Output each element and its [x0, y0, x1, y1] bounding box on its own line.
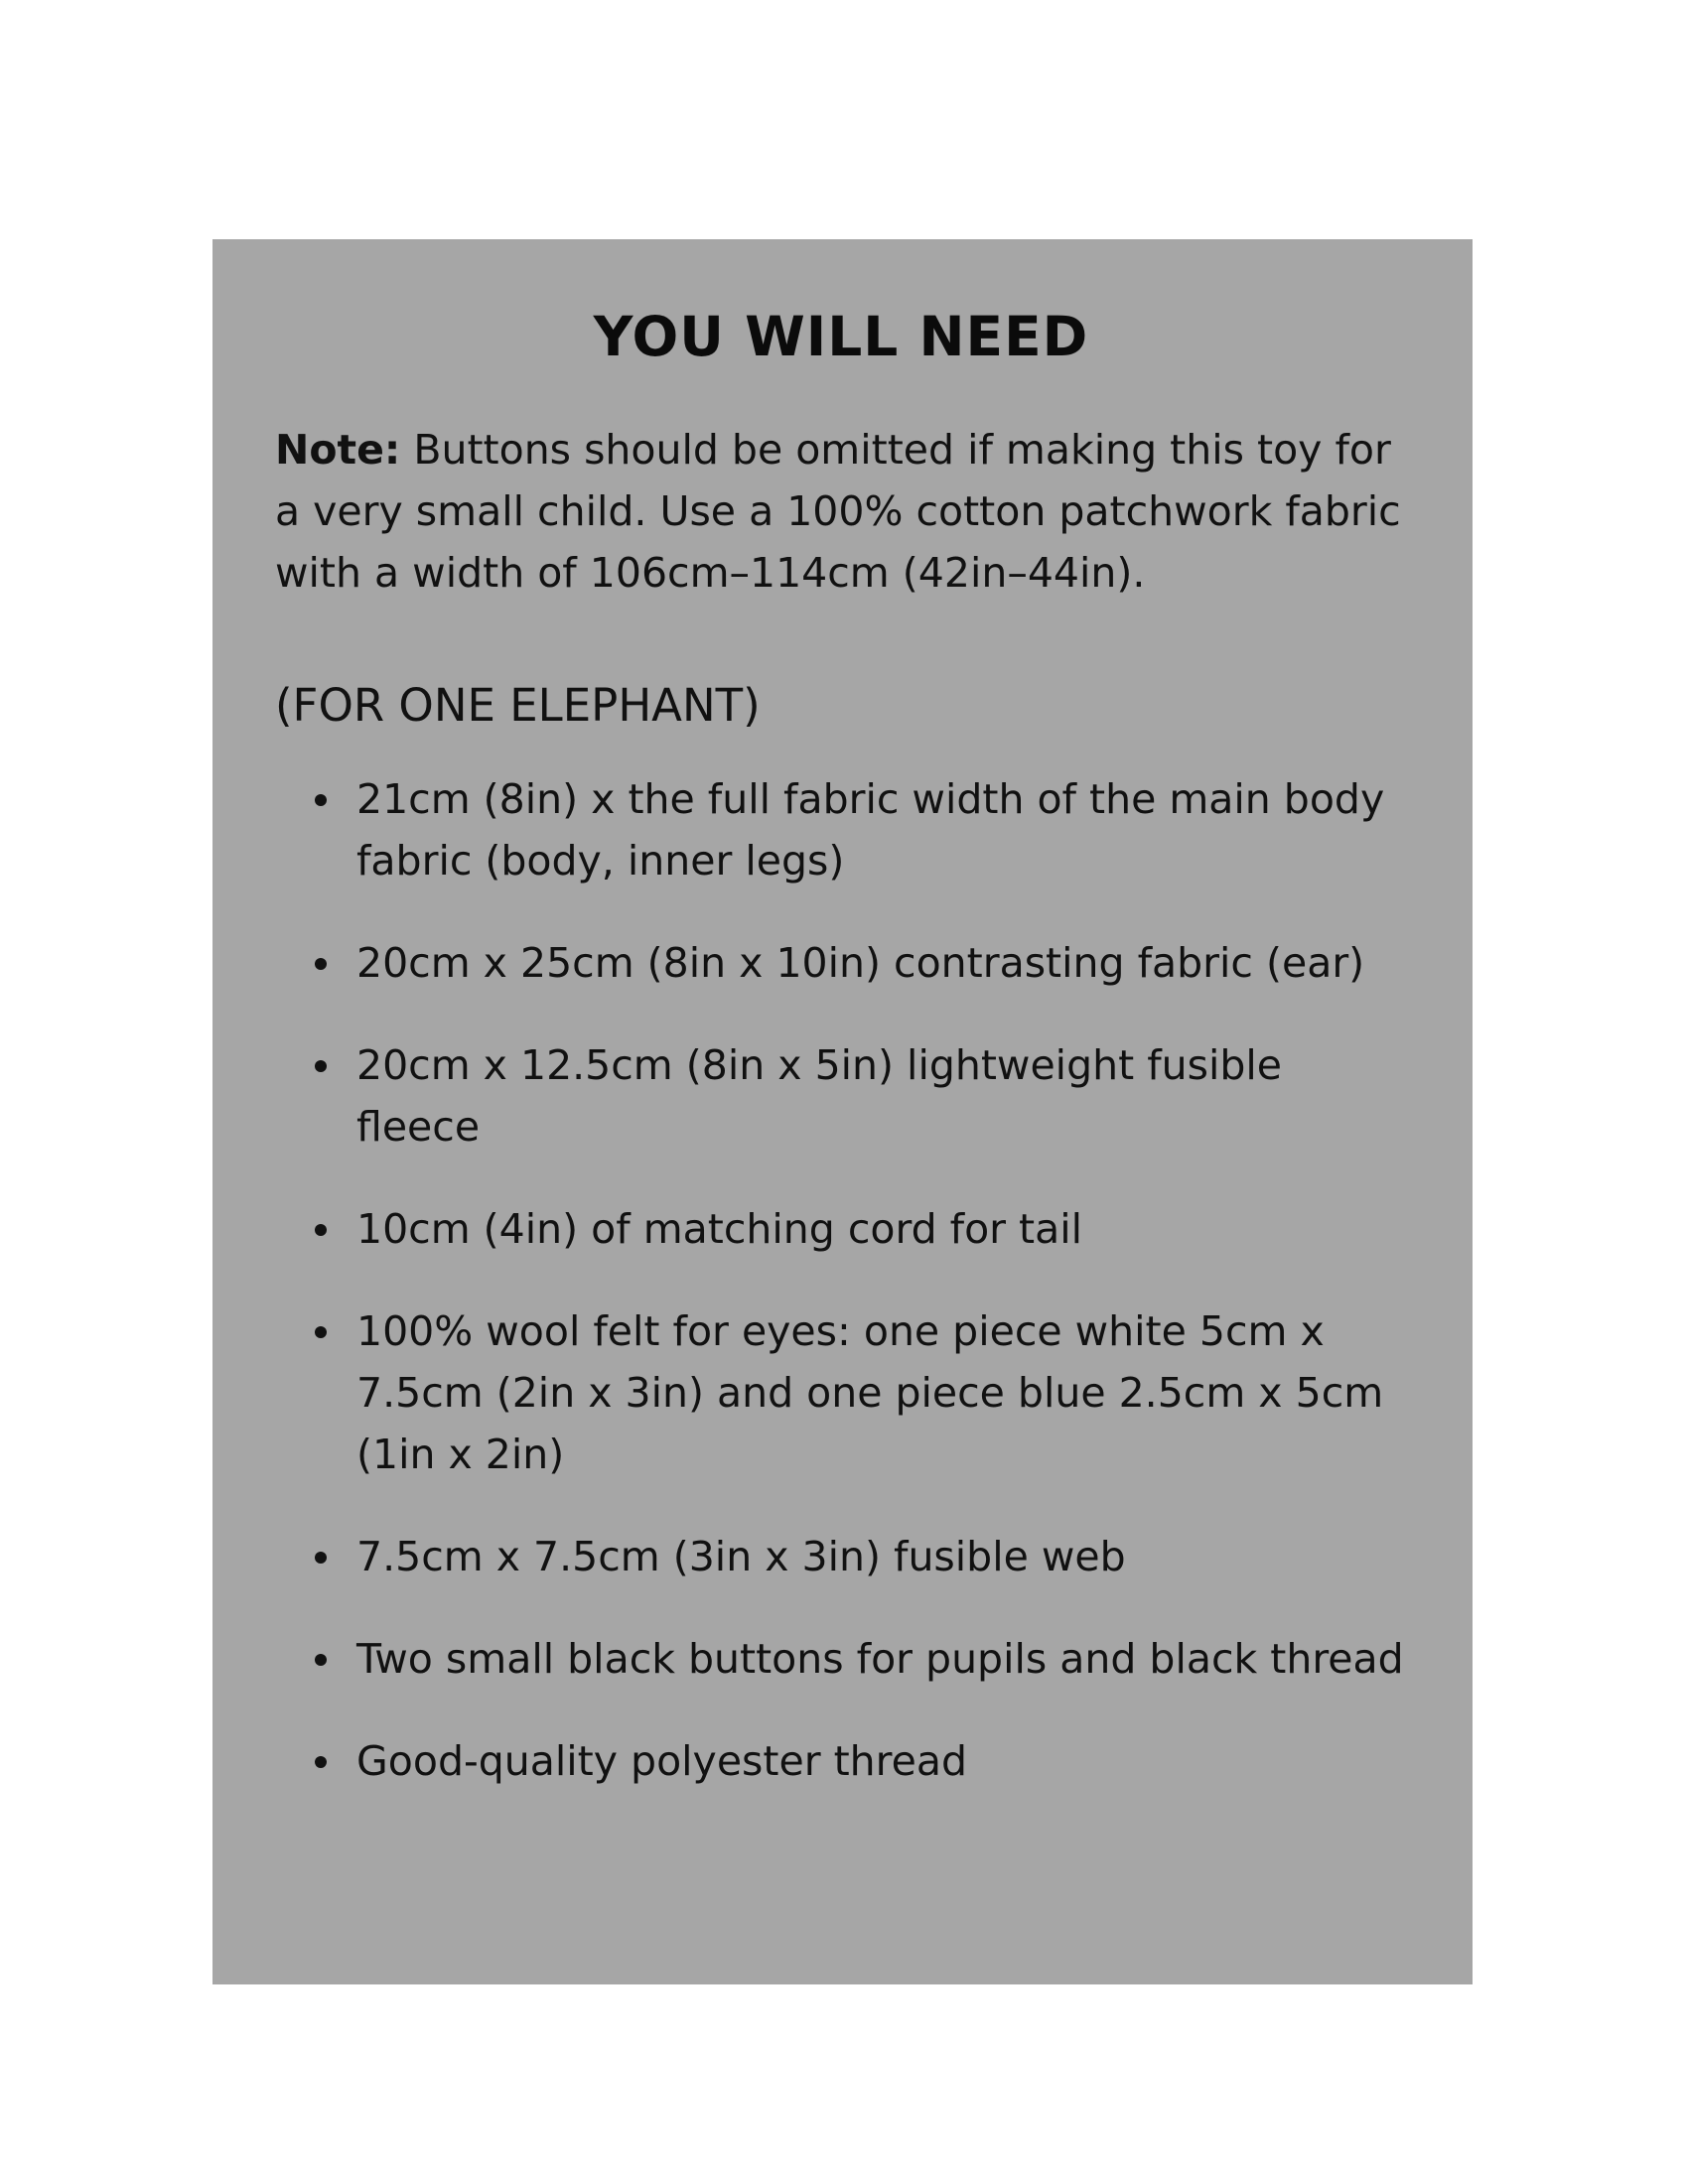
list-item-text: 100% wool felt for eyes: one piece white 5cm x 7.5cm (2in x 3in) and one piece blue 2.5cm x 5cm (1in x 2in): [356, 1307, 1384, 1478]
materials-list: [275, 768, 1407, 1792]
bullet-icon: [315, 1060, 327, 1072]
note-text: Buttons should be omitted if making this toy for a very small child. Use a 100% cotton patchwork fabric with a width of 106cm–114cm (42in–44in).: [275, 426, 1401, 597]
list-item-text: 7.5cm x 7.5cm (3in x 3in) fusible web: [356, 1533, 1126, 1580]
list-item: [275, 768, 1407, 891]
list-item-text: 10cm (4in) of matching cord for tail: [356, 1205, 1083, 1253]
list-item: [275, 1300, 1407, 1485]
list-item-text: 21cm (8in) x the full fabric width of the main body fabric (body, inner legs): [356, 775, 1385, 885]
bullet-icon: [315, 958, 327, 970]
list-item-text: Two small black buttons for pupils and black thread: [356, 1635, 1404, 1683]
bullet-icon: [315, 794, 327, 806]
list-item: [275, 932, 1407, 994]
bullet-icon: [315, 1756, 327, 1768]
list-item: [275, 1628, 1407, 1690]
bullet-icon: [315, 1654, 327, 1666]
list-item-text: 20cm x 25cm (8in x 10in) contrasting fabric (ear): [356, 939, 1365, 987]
bullet-icon: [315, 1552, 327, 1564]
section-title: YOU WILL NEED: [593, 305, 1089, 368]
list-item: [275, 1526, 1407, 1587]
bullet-icon: [315, 1224, 327, 1236]
list-item: [275, 1198, 1407, 1260]
list-item: [275, 1034, 1407, 1158]
list-item-text: Good-quality polyester thread: [356, 1737, 967, 1785]
note-label: Note:: [275, 426, 401, 474]
subheading: (FOR ONE ELEPHANT): [275, 679, 761, 732]
list-item: [275, 1730, 1407, 1792]
list-item-text: 20cm x 12.5cm (8in x 5in) lightweight fusible fleece: [356, 1041, 1283, 1151]
you-will-need-panel: [212, 239, 1473, 1984]
bullet-icon: [315, 1326, 327, 1338]
note-paragraph: [275, 419, 1407, 604]
